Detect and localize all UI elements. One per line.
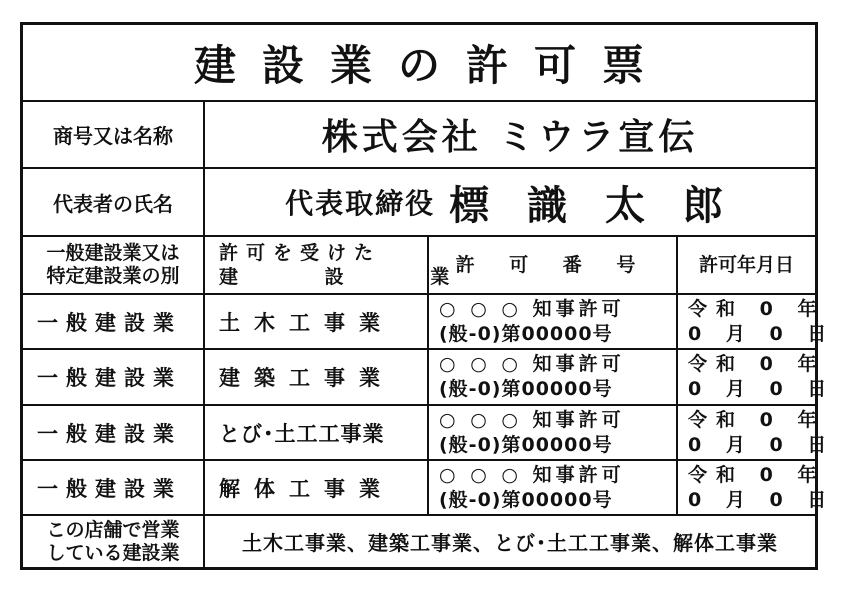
- permit-number-header: 許 可 番 号: [455, 254, 650, 276]
- permit-date-day: 0 月 0 日: [688, 433, 836, 456]
- permit-number: (般-0)第00000号: [439, 322, 613, 345]
- business-cell: 解体工事業: [219, 476, 394, 501]
- permit-date-cell: [678, 406, 836, 459]
- category-header: [23, 237, 203, 293]
- store-label-line1: この店舗で営業: [46, 518, 180, 541]
- permit-date-year: 令和 0 年: [688, 297, 826, 320]
- permit-date-day: 0 月 0 日: [688, 488, 836, 511]
- category-header-line1: 一般建設業又は: [46, 242, 180, 264]
- business-header-line2: 建 設 業: [219, 266, 490, 288]
- store-businesses: 土木工事業、建築工事業、とび･土工工事業、解体工事業: [242, 531, 778, 555]
- permit-number: (般-0)第00000号: [439, 488, 613, 511]
- store-label: [23, 516, 203, 567]
- category-cell: 一般建設業: [37, 476, 182, 501]
- business-header: [205, 237, 490, 293]
- store-label-line2: している建設業: [46, 541, 180, 564]
- permit-date-cell: [678, 350, 836, 404]
- company-label: 商号又は名称: [53, 124, 173, 148]
- company-name: 株式会社 ミウラ宣伝: [321, 117, 699, 158]
- representative-name: 標 識 太 郎: [449, 182, 735, 229]
- permit-date-day: 0 月 0 日: [688, 322, 836, 345]
- permit-number: (般-0)第00000号: [439, 433, 613, 456]
- permit-date-year: 令和 0 年: [688, 463, 826, 486]
- business-cell: 建築工事業: [219, 366, 394, 390]
- permit-date-cell: [678, 461, 836, 514]
- business-header-line1: 許可を受けた: [219, 242, 382, 264]
- business-cell: とび･土工工事業: [219, 421, 385, 446]
- page-title: 建設業の許可票: [193, 40, 670, 90]
- permit-number-cell: [429, 350, 676, 404]
- representative-label: 代表者の氏名: [53, 191, 173, 216]
- permit-authority: ○ ○ ○ 知事許可: [439, 353, 625, 375]
- permit-authority: ○ ○ ○ 知事許可: [439, 408, 625, 431]
- representative-title: 代表取締役: [285, 187, 436, 220]
- representative-value: [205, 169, 815, 235]
- permit-date-day: 0 月 0 日: [688, 378, 836, 400]
- permit-number-cell: [429, 406, 676, 459]
- business-cell: 土木工事業: [219, 310, 394, 335]
- permit-authority: ○ ○ ○ 知事許可: [439, 463, 625, 486]
- permit-date-header: 許可年月日: [698, 254, 794, 276]
- category-cell: 一般建設業: [37, 366, 182, 390]
- permit-date-cell: [678, 295, 836, 348]
- permit-date-year: 令和 0 年: [688, 353, 826, 375]
- permit-number: (般-0)第00000号: [439, 378, 613, 400]
- category-cell: 一般建設業: [37, 310, 182, 335]
- category-header-line2: 特定建設業の別: [46, 265, 180, 287]
- permit-number-cell: [429, 295, 676, 348]
- category-cell: 一般建設業: [37, 421, 182, 446]
- permit-number-cell: [429, 461, 676, 514]
- permit-authority: ○ ○ ○ 知事許可: [439, 297, 625, 320]
- permit-date-year: 令和 0 年: [688, 408, 826, 431]
- license-board: [20, 22, 836, 570]
